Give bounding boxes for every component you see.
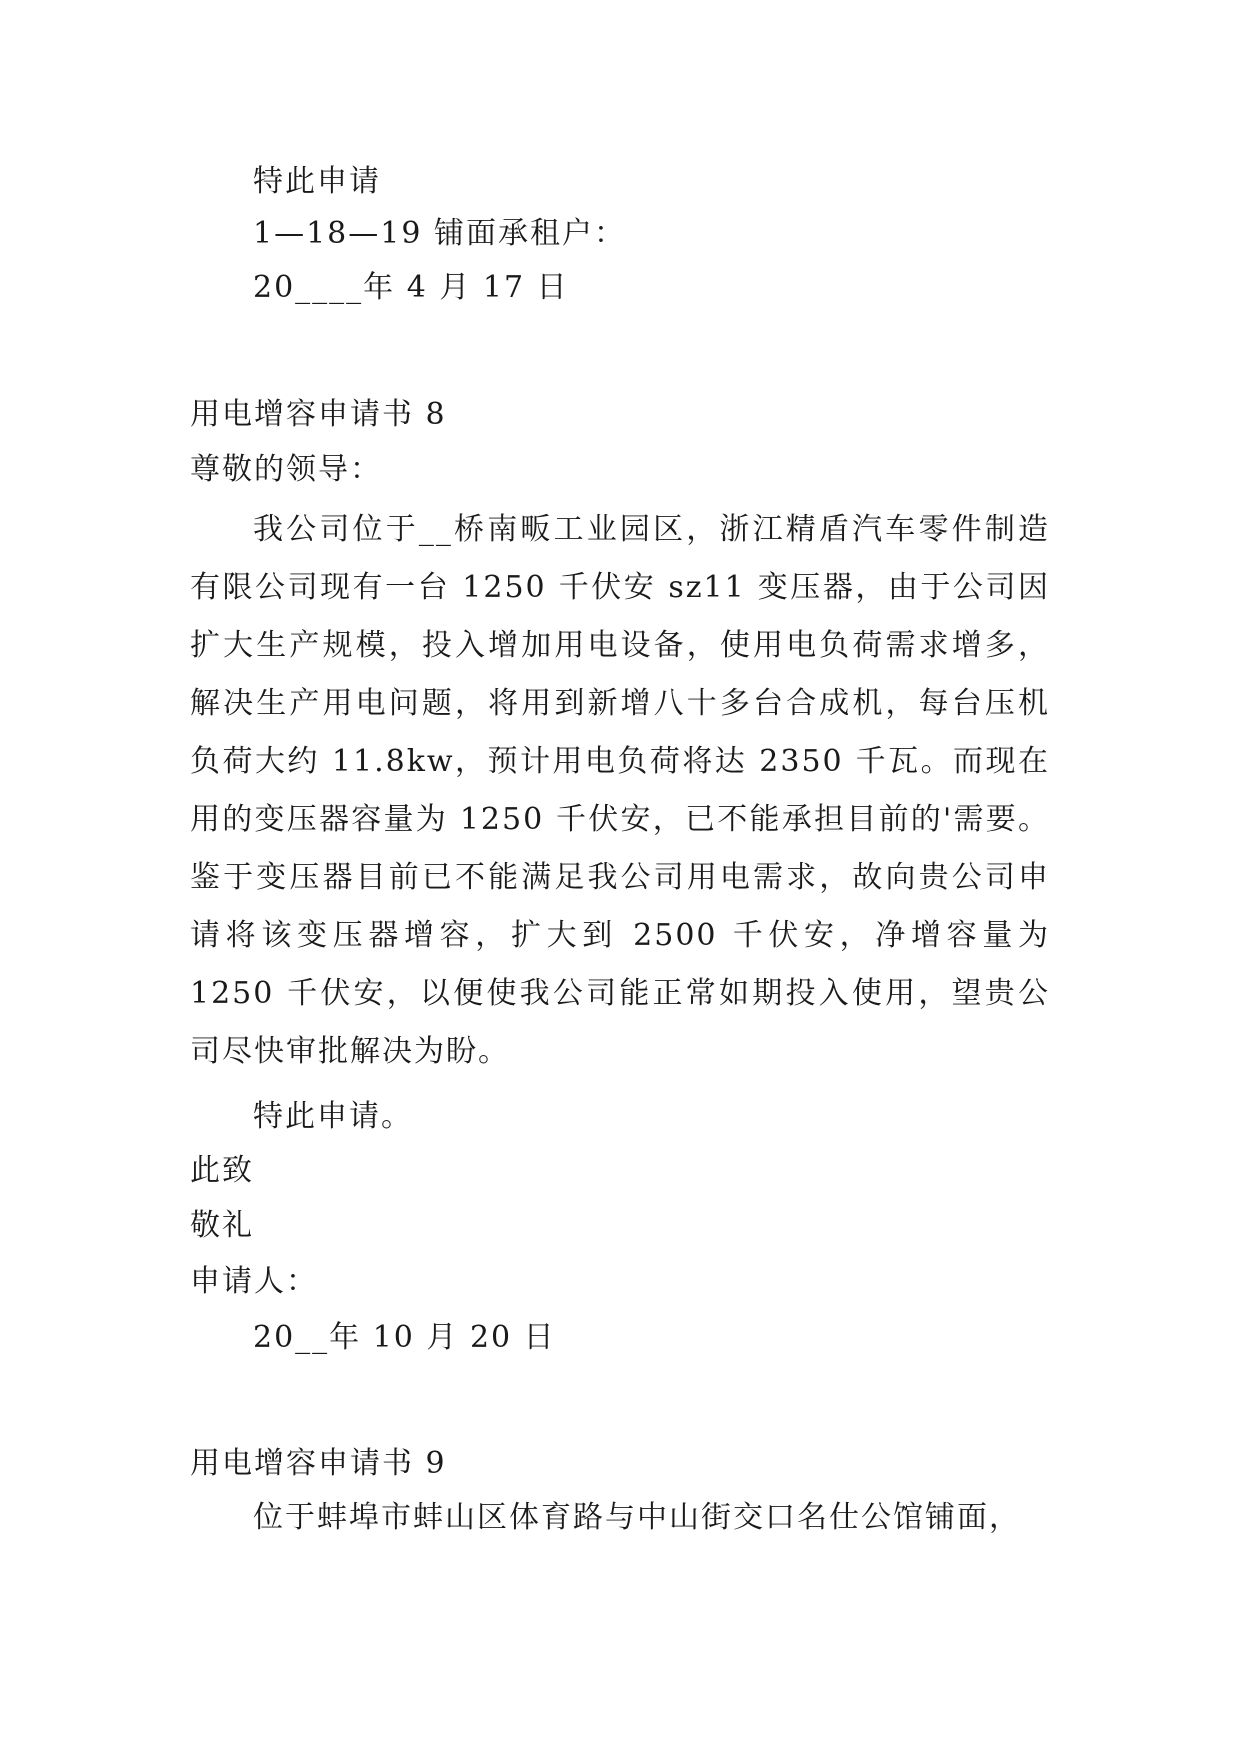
- body-paragraph: 我公司位于__桥南畈工业园区，浙江精盾汽车零件制造有限公司现有一台 1250 千伏安 sz11 变压器，由于公司因扩大生产规模，投入增加用电设备，使用电负荷需求增多，解决生产用电问题，将用到新增八十多台合成机，每台压机负荷大约 11.8kw，预计用电负荷将达 2350 千瓦。而现在用的变压器容量为 1250 千伏安，已不能承担目前的'需要。鉴于变压器目前已不能满足我公司用电需求，故向贵公司申请将该变压器增容，扩大到 2500 千伏安，净增容量为 1250 千伏安，以便使我公司能正常如期投入使用，望贵公司尽快审批解决为盼。: [190, 512, 1050, 1069]
- salutation-text: 尊敬的领导：: [190, 452, 382, 487]
- applicant-text: 申请人：: [190, 1264, 318, 1299]
- special-request-text: 特此申请。: [253, 1099, 413, 1134]
- date-text: 20____年 4 月 17 日: [253, 270, 569, 305]
- body-paragraph-start: 位于蚌埠市蚌山区体育路与中山街交口名仕公馆铺面，: [253, 1500, 1021, 1535]
- closing-text: 敬礼: [190, 1208, 254, 1243]
- special-request-text: 特此申请: [253, 164, 381, 199]
- closing-text: 此致: [190, 1153, 254, 1188]
- section-title: 用电增容申请书 9: [190, 1446, 447, 1481]
- section-title: 用电增容申请书 8: [190, 397, 447, 432]
- signer-text: 1—18—19 铺面承租户：: [253, 216, 626, 251]
- date-text: 20__年 10 月 20 日: [253, 1320, 556, 1355]
